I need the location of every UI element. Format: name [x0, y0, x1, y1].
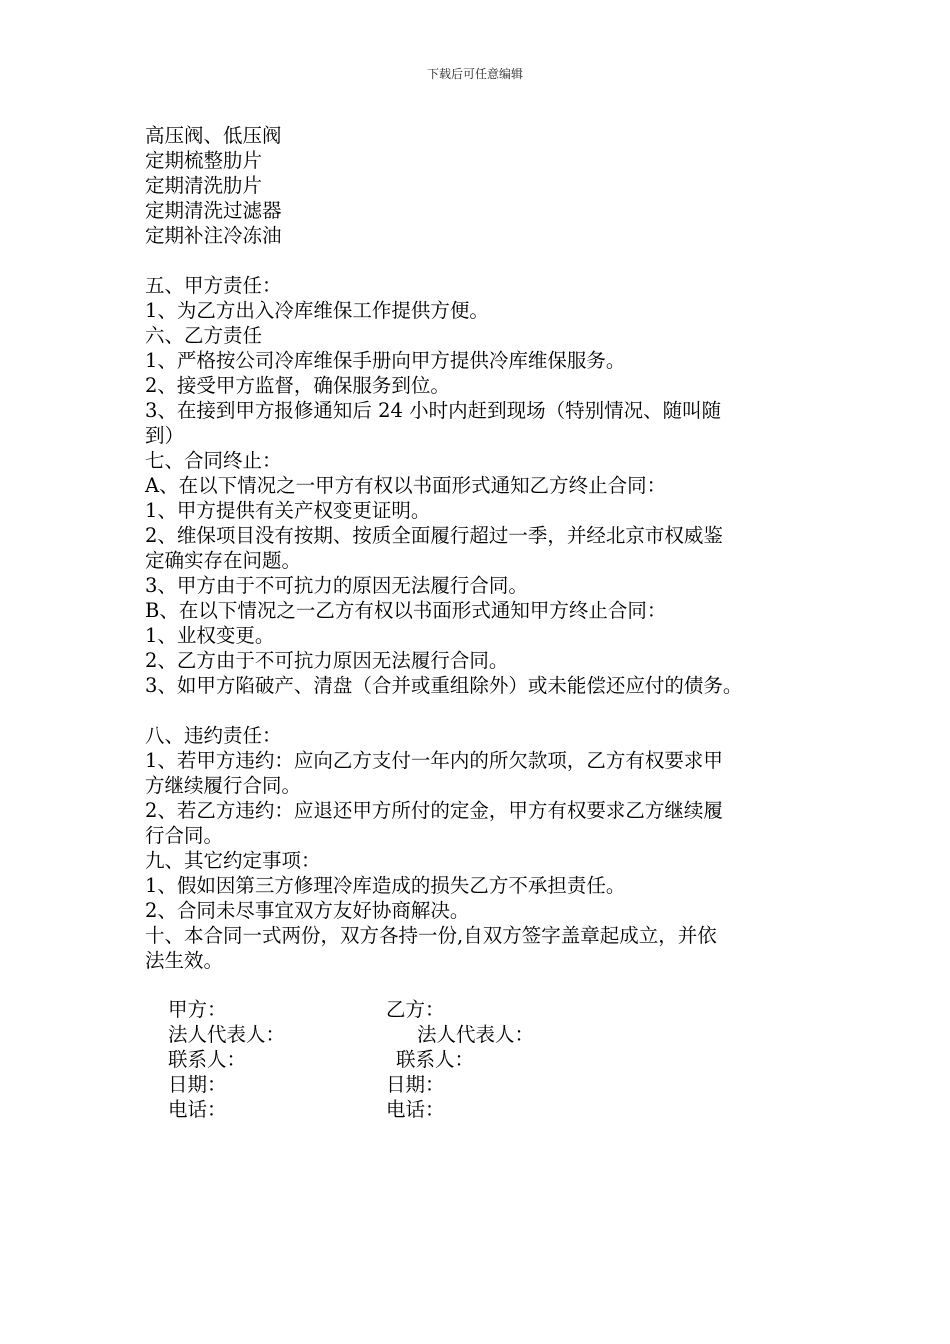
body-line: B、在以下情况之一乙方有权以书面形式通知甲方终止合同： [145, 599, 667, 622]
party-a-contact-label: 联系人： [168, 1048, 247, 1071]
body-line: 2、接受甲方监督，确保服务到位。 [145, 374, 450, 397]
section-heading: 五、甲方责任： [145, 274, 282, 297]
body-line: 1、甲方提供有关产权变更证明。 [145, 499, 431, 522]
body-line: 2、乙方由于不可抗力原因无法履行合同。 [145, 649, 509, 672]
body-line: 2、若乙方违约：应退还甲方所付的定金，甲方有权要求乙方继续履 [145, 799, 723, 822]
body-line: 十、本合同一式两份，双方各持一份,自双方签字盖章起成立，并依 [145, 924, 717, 947]
section-heading: 七、合同终止： [145, 449, 282, 472]
signature-row-phone [0, 1097, 950, 1122]
body-line: 1、为乙方出入冷库维保工作提供方便。 [145, 299, 489, 322]
contract-body [145, 123, 825, 973]
body-line: A、在以下情况之一甲方有权以书面形式通知乙方终止合同： [145, 474, 667, 497]
body-line: 1、假如因第三方修理冷库造成的损失乙方不承担责任。 [145, 874, 626, 897]
party-b-contact-label: 联系人： [396, 1048, 475, 1071]
body-line: 1、业权变更。 [145, 624, 275, 647]
body-line: 3、在接到甲方报修通知后 24 小时内赶到现场（特别情况、随叫随 [145, 399, 722, 422]
party-b-legal-rep-label: 法人代表人： [417, 1023, 535, 1046]
body-line: 到） [145, 424, 185, 447]
body-line: 2、维保项目没有按期、按质全面履行超过一季，并经北京市权威鉴 [145, 524, 723, 547]
body-line: 高压阀、低压阀 [145, 124, 282, 147]
party-b-phone-label: 电话： [386, 1098, 445, 1121]
body-line: 3、甲方由于不可抗力的原因无法履行合同。 [145, 574, 528, 597]
party-b-date-label: 日期： [386, 1073, 445, 1096]
signature-block [0, 997, 950, 1122]
signature-row-date [0, 1072, 950, 1097]
body-line: 定期清洗过滤器 [145, 199, 282, 222]
signature-row-party [0, 997, 950, 1022]
party-a-date-label: 日期： [168, 1073, 227, 1096]
body-line: 行合同。 [145, 824, 224, 847]
body-line: 定期梳整肋片 [145, 149, 263, 172]
page-header-note: 下载后可任意编辑 [426, 67, 523, 81]
blank-line [145, 698, 825, 723]
body-line: 定期补注冷冻油 [145, 224, 282, 247]
body-line: 定期清洗肋片 [145, 174, 263, 197]
signature-row-contact [0, 1047, 950, 1072]
party-a-legal-rep-label: 法人代表人： [168, 1023, 286, 1046]
body-line: 2、合同未尽事宜双方友好协商解决。 [145, 899, 470, 922]
body-line: 法生效。 [145, 949, 224, 972]
blank-line [145, 248, 825, 273]
section-heading: 九、其它约定事项： [145, 849, 321, 872]
party-b-label: 乙方： [386, 998, 445, 1021]
party-a-phone-label: 电话： [168, 1098, 227, 1121]
body-line: 方继续履行合同。 [145, 774, 302, 797]
section-heading: 八、违约责任： [145, 724, 282, 747]
signature-row-legal-rep [0, 1022, 950, 1047]
body-line: 1、若甲方违约：应向乙方支付一年内的所欠款项，乙方有权要求甲 [145, 749, 723, 772]
party-a-label: 甲方： [168, 998, 227, 1021]
body-line: 定确实存在问题。 [145, 549, 302, 572]
body-line: 3、如甲方陷破产、清盘（合并或重组除外）或未能偿还应付的债务。 [145, 674, 743, 697]
section-heading: 六、乙方责任 [145, 324, 263, 347]
body-line: 1、严格按公司冷库维保手册向甲方提供冷库维保服务。 [145, 349, 626, 372]
